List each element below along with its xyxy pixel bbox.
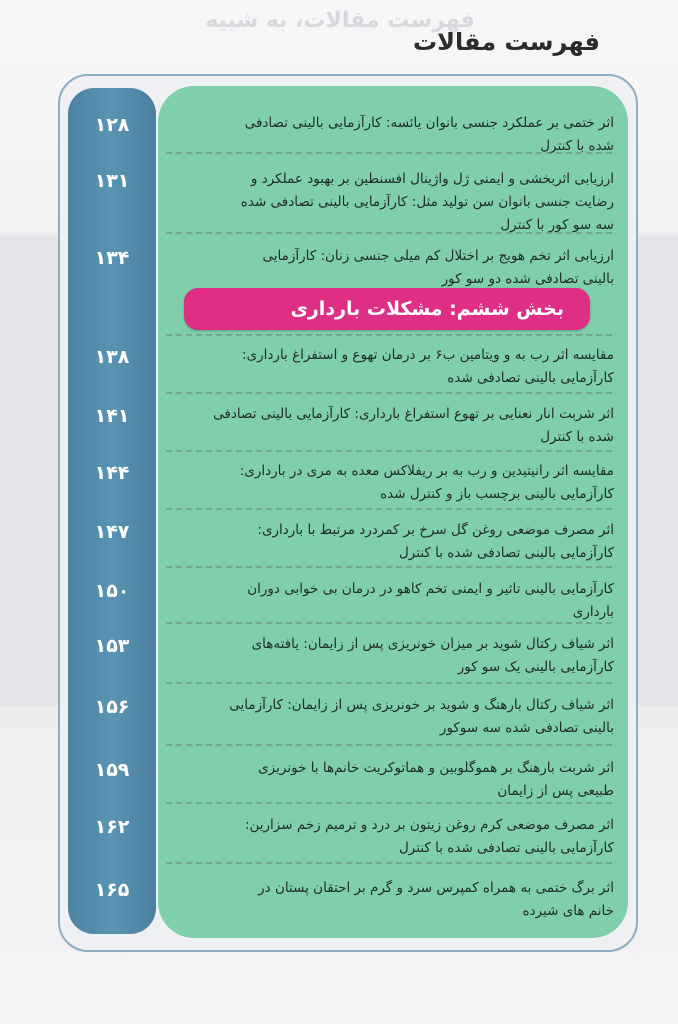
page-number: ۱۳۱ bbox=[94, 170, 130, 192]
entry-line: خانم های شیرده bbox=[522, 903, 614, 919]
entry-line: اثر شیاف رکتال بارهنگ و شوید بر خونریزی پس از زایمان: کارآزمایی bbox=[229, 697, 614, 713]
entry-line: شده با کنترل bbox=[540, 138, 614, 154]
toc-entry[interactable] bbox=[168, 344, 614, 390]
entry-line: اثر شیاف رکتال شوید بر میزان خونریزی پس از زایمان: یافته‌های bbox=[251, 636, 614, 652]
entry-divider bbox=[166, 682, 612, 684]
entry-divider bbox=[166, 450, 612, 452]
bleed-through-text: فهرست مقالات، به شبيه bbox=[205, 8, 475, 33]
entry-divider bbox=[166, 744, 612, 746]
page-number: ۱۵۳ bbox=[94, 635, 130, 657]
entry-line: اثر مصرف موضعی روغن گل سرخ بر کمردرد مرتبط با بارداری: bbox=[257, 522, 614, 538]
toc-entry[interactable] bbox=[168, 578, 614, 624]
entry-line: طبیعی پس از زایمان bbox=[497, 783, 614, 799]
toc-entry[interactable] bbox=[168, 757, 614, 803]
entry-line: مقایسه اثر رانیتیدین و رب به بر ریفلاکس معده به مری در بارداری: bbox=[239, 463, 614, 479]
entry-divider bbox=[166, 152, 612, 154]
page-number: ۱۴۷ bbox=[94, 521, 130, 543]
entry-line: اثر شربت انار نعنایی بر تهوع استفراغ بارداری: کارآزمایی بالینی تصادفی bbox=[213, 406, 614, 422]
toc-entry[interactable] bbox=[168, 245, 614, 291]
page-number: ۱۳۴ bbox=[94, 247, 130, 269]
page-number: ۱۵۹ bbox=[94, 759, 130, 781]
entry-line: بالینی تصادفی شده دو سو کور bbox=[441, 271, 614, 287]
entry-divider bbox=[166, 508, 612, 510]
entry-line: اثر شربت بارهنگ بر هموگلوبین و هماتوکریت خانم‌ها با خونریزی bbox=[258, 760, 614, 776]
entry-divider bbox=[166, 334, 612, 336]
entry-line: شده با کنترل bbox=[540, 429, 614, 445]
toc-entry[interactable] bbox=[168, 168, 614, 237]
toc-entry[interactable] bbox=[168, 694, 614, 740]
entry-line: بالینی تصادفی شده سه سوکور bbox=[439, 720, 614, 736]
page-number-column bbox=[68, 88, 156, 934]
page-number: ۱۴۱ bbox=[94, 405, 130, 427]
page-number: ۱۴۴ bbox=[94, 462, 130, 484]
entry-line: سه سو کور با کنترل bbox=[500, 217, 614, 233]
toc-entry[interactable] bbox=[168, 460, 614, 506]
section-header bbox=[184, 288, 590, 330]
entry-line: کارآزمایی بالینی تصادفی شده bbox=[447, 370, 614, 386]
entry-divider bbox=[166, 392, 612, 394]
toc-entry[interactable] bbox=[168, 814, 614, 860]
toc-entry[interactable] bbox=[168, 403, 614, 449]
toc-entry[interactable] bbox=[168, 877, 614, 923]
entry-line: کارآزمایی بالینی یک سو کور bbox=[457, 659, 614, 675]
entry-line: بارداری bbox=[572, 604, 614, 620]
toc-entry[interactable] bbox=[168, 633, 614, 679]
page-number: ۱۶۵ bbox=[94, 879, 130, 901]
page-title: فهرست مقالات bbox=[413, 28, 600, 56]
entry-line: مقایسه اثر رب به و ویتامین ب۶ بر درمان تهوع و استفراغ بارداری: bbox=[242, 347, 614, 363]
section-label: بخش ششم: مشکلات بارداری bbox=[290, 298, 564, 320]
entry-divider bbox=[166, 232, 612, 234]
page-number: ۱۵۰ bbox=[94, 580, 130, 602]
page-number: ۱۶۲ bbox=[94, 816, 130, 838]
entry-divider bbox=[166, 802, 612, 804]
entry-line: ارزیابی اثربخشی و ایمنی ژل واژینال افسنطین بر بهبود عملکرد و bbox=[250, 171, 614, 187]
entry-line: کارآزمایی بالینی برچسب باز و کنترل شده bbox=[380, 486, 614, 502]
page-number: ۱۵۶ bbox=[94, 696, 130, 718]
page-number: ۱۳۸ bbox=[94, 346, 130, 368]
entry-line: ارزیابی اثر تخم هویج بر اختلال کم میلی جنسی زنان: کارآزمایی bbox=[262, 248, 614, 264]
entry-line: کارآزمایی بالینی تاثیر و ایمنی تخم کاهو در درمان بی خوابی دوران bbox=[247, 581, 614, 597]
entry-line: اثر ختمی بر عملکرد جنسی بانوان یائسه: کارآزمایی بالینی تصادفی bbox=[244, 115, 614, 131]
entry-line: اثر مصرف موضعی کرم روغن زیتون بر درد و ترمیم زخم سزارین: bbox=[244, 817, 614, 833]
entry-line: اثر برگ ختمی به همراه کمپرس سرد و گرم بر احتقان پستان در bbox=[258, 880, 614, 896]
page-number: ۱۲۸ bbox=[94, 114, 130, 136]
entry-line: کارآزمایی بالینی تصادفی شده با کنترل bbox=[399, 840, 614, 856]
entry-divider bbox=[166, 862, 612, 864]
entry-divider bbox=[166, 622, 612, 624]
toc-entry[interactable] bbox=[168, 519, 614, 565]
entry-divider bbox=[166, 566, 612, 568]
entry-line: کارآزمایی بالینی تصادفی شده با کنترل bbox=[399, 545, 614, 561]
entry-line: رضایت جنسی بانوان سن تولید مثل: کارآزمایی بالینی تصادفی شده bbox=[240, 194, 614, 210]
